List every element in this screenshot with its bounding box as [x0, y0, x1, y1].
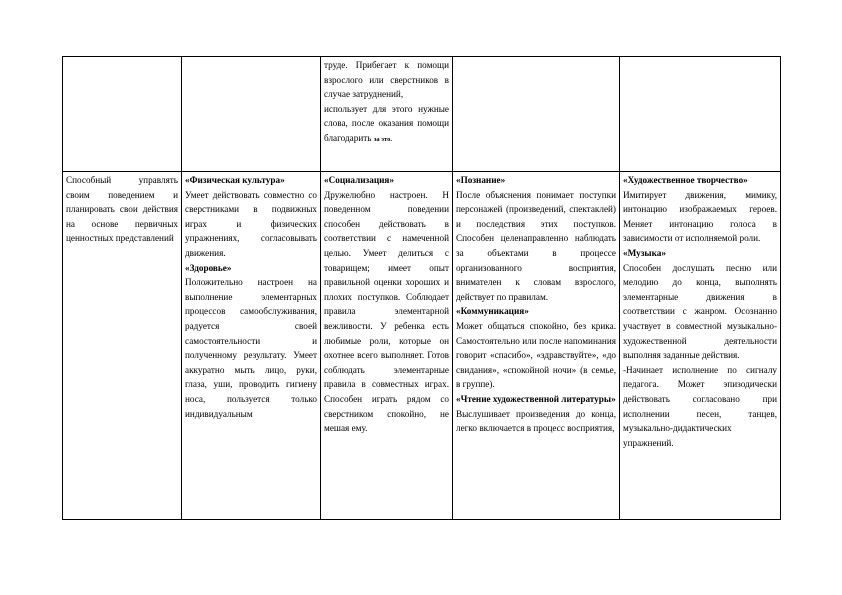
table-cell-socialization	[321, 172, 453, 520]
table-row	[63, 57, 781, 172]
table-cell-empty	[620, 57, 781, 172]
section-heading: «Художественное творчество»	[623, 175, 748, 185]
section-text: Имитирует движения, мимику, интонацию изображаемых героев. Меняет интонацию голоса в зависимости от исполняемой роли.	[623, 189, 777, 244]
section-heading: «Физическая культура»	[185, 175, 285, 185]
cell-text-small: за это.	[373, 135, 393, 143]
development-table	[62, 56, 781, 520]
section-text: Может общаться спокойно, без крика. Самостоятельно или после напоминания говорит «спасибо», «здравствуйте», «до свидания», «спокойной ночи» (в семье, в группе).	[456, 320, 616, 390]
table-cell-empty	[182, 57, 321, 172]
table-cell-empty	[63, 57, 182, 172]
table-cell-socialization-continued	[321, 57, 453, 172]
table-cell-physical	[182, 172, 321, 520]
section-heading: «Чтение художественной литературы»	[456, 393, 616, 404]
section-text: Умеет действовать совместно со сверстниками в подвижных играх и физических упражнениях, согласовывать движения.	[185, 189, 317, 258]
table-cell-art	[620, 172, 781, 520]
quality-text: Способный управлять своим поведением и планировать свои действия на основе первичных ценностных представлений	[66, 175, 178, 244]
section-heading: «Коммуникация»	[456, 306, 529, 317]
table-cell-empty	[453, 57, 620, 172]
section-text: После объяснения понимает поступки персонажей (произведений, спектаклей) и последствия этих поступков. Способен целенаправленно наблюдать за объектами в процессе организованного восприятия, внимателен к словам взрослого, действует по правилам.	[456, 189, 616, 302]
section-text: Способен дослушать песню или мелодию до конца, выполнять элементарные движения в соответствии с жанром. Осознанно участвует в совместной музыкально-художественной деятельности выполняя заданные действия.	[623, 262, 777, 361]
table-row	[63, 172, 781, 520]
cell-text: труде. Прибегает к помощи взрослого или сверстников в случае затруднений,	[324, 60, 449, 100]
section-heading: «Здоровье»	[185, 262, 232, 273]
section-text: Дружелюбно настроен. Н поведенном поведении способен действовать в соответствии с намеченной целью. Умеет делиться с товарищем; имеет опыт правильной оценки хороших и плохих поступков. Соблюдает правила элементарной вежливости. У ребенка есть любимые роли, которые он охотнее всего выполняет. Готов соблюдать элементарные правила в совместных играх. Способен играть рядом со сверстником спокойно, не мешая ему.	[324, 189, 449, 434]
section-heading: «Социализация»	[324, 175, 394, 185]
section-heading: «Познание»	[456, 175, 506, 185]
section-text: Выслушивает произведения до конца, легко включается в процесс восприятия,	[456, 408, 616, 434]
section-text: -Начинает исполнение по сигналу педагога. Может эпизодически действовать согласовано при исполнении песен, танцев, музыкально-дидактических упражнений.	[623, 364, 777, 448]
section-text: Положительно настроен на выполнение элементарных процессов самообслуживания, радуется своей самостоятельности и полученному результату. Умеет аккуратно мыть лицо, руки, глаза, уши, проводить гигиену носа, пользуется только индивидуальным	[185, 277, 317, 419]
section-heading: «Музыка»	[623, 247, 666, 258]
table-cell-cognition	[453, 172, 620, 520]
table-cell-quality	[63, 172, 182, 520]
cell-text: использует для этого нужные слова, после оказания помощи благодарить за это.	[324, 103, 449, 143]
